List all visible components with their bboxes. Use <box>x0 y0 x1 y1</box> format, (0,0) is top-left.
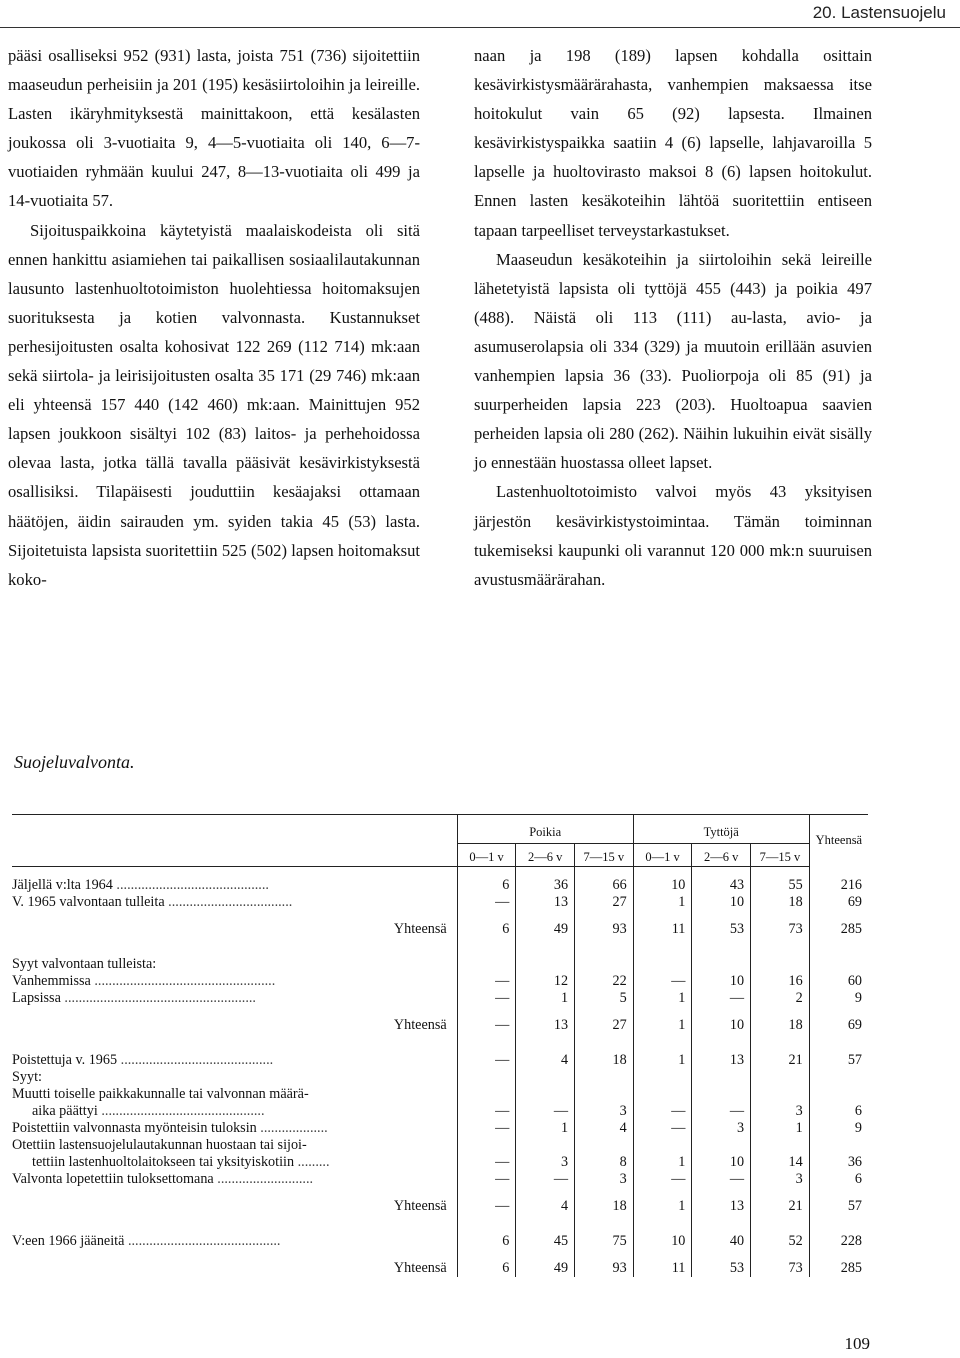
table-cell: 21 <box>751 1052 810 1069</box>
supervision-table <box>12 814 868 1277</box>
table-cell: 4 <box>516 1198 575 1215</box>
table-cell: 45 <box>516 1233 575 1250</box>
age-group-header: 7—15 v <box>751 844 810 867</box>
table-cell: — <box>633 973 692 990</box>
table-row: V:een 1966 jääneitä ........................................... 6 45 75 10 40 52 228 <box>12 1233 868 1250</box>
table-cell: 11 <box>633 1260 692 1277</box>
table-row: Lapsissa ...................................................... — 1 5 1 — 2 9 <box>12 990 868 1007</box>
table-cell: 228 <box>809 1233 868 1250</box>
table-cell: — <box>457 990 516 1007</box>
header-girls: Tyttöjä <box>633 815 809 844</box>
table-cell <box>575 1137 634 1154</box>
table-cell <box>575 1086 634 1103</box>
table-cell: 52 <box>751 1233 810 1250</box>
table-cell: 18 <box>575 1052 634 1069</box>
table-row: tettiin lastenhuoltolaitokseen tai yksityiskotiin ......... — 3 8 1 10 14 36 <box>12 1154 868 1171</box>
table-cell: 13 <box>516 894 575 911</box>
table-cell: 13 <box>516 1017 575 1034</box>
table-cell: — <box>516 1171 575 1188</box>
age-group-header: 0—1 v <box>633 844 692 867</box>
table-cell: 10 <box>692 1154 751 1171</box>
header-rule <box>0 27 960 28</box>
table-cell: 2 <box>751 990 810 1007</box>
right-column <box>474 41 872 594</box>
table-cell: 12 <box>516 973 575 990</box>
table-cell: 3 <box>692 1120 751 1137</box>
table-cell: 1 <box>633 1154 692 1171</box>
table-cell: 22 <box>575 973 634 990</box>
table-cell <box>692 1086 751 1103</box>
table-cell: 66 <box>575 877 634 894</box>
table-cell: 36 <box>516 877 575 894</box>
table-cell: 1 <box>633 894 692 911</box>
row-label: Vanhemmissa <box>12 973 91 989</box>
running-head: 20. Lastensuojelu <box>812 3 946 22</box>
table-cell: 53 <box>692 921 751 938</box>
row-label: Poistettiin valvonnasta myönteisin tuloksin <box>12 1120 257 1136</box>
table-cell <box>633 956 692 973</box>
table-cell: 73 <box>751 1260 810 1277</box>
table-cell: — <box>457 973 516 990</box>
row-label: Yhteensä <box>393 1260 447 1276</box>
table-cell <box>457 1086 516 1103</box>
table-cell: 6 <box>457 877 516 894</box>
table-cell: 4 <box>516 1052 575 1069</box>
table-cell: 6 <box>457 921 516 938</box>
table-cell <box>575 1069 634 1086</box>
table-cell: 73 <box>751 921 810 938</box>
row-label: Yhteensä <box>393 1198 447 1214</box>
table-cell <box>457 1137 516 1154</box>
table-cell: 93 <box>575 921 634 938</box>
table-cell: 18 <box>751 894 810 911</box>
row-label: Lapsissa <box>12 990 61 1006</box>
table-cell <box>516 1086 575 1103</box>
page-number: 109 <box>844 1334 870 1353</box>
table-cell: 93 <box>575 1260 634 1277</box>
row-label: V. 1965 valvontaan tulleita <box>12 894 165 910</box>
table-cell: 3 <box>751 1103 810 1120</box>
table-cell <box>809 1069 868 1086</box>
table-cell: 40 <box>692 1233 751 1250</box>
table-cell: 14 <box>751 1154 810 1171</box>
table-cell <box>633 1086 692 1103</box>
table-cell: 1 <box>516 1120 575 1137</box>
table-cell: — <box>457 894 516 911</box>
table-total-row <box>12 1017 868 1034</box>
table-cell: 10 <box>692 894 751 911</box>
left-column <box>8 41 420 594</box>
row-label: tettiin lastenhuoltolaitokseen tai yksityiskotiin <box>32 1154 295 1170</box>
table-cell <box>692 956 751 973</box>
table-heading-row <box>12 1069 868 1086</box>
header-total: Yhteensä <box>809 815 868 867</box>
table-heading-row <box>12 1137 868 1154</box>
table-cell <box>751 1069 810 1086</box>
table-cell <box>751 956 810 973</box>
table-heading-row <box>12 956 868 973</box>
table-cell: 49 <box>516 921 575 938</box>
table-cell: 13 <box>692 1198 751 1215</box>
age-group-header: 0—1 v <box>457 844 516 867</box>
table-cell: 8 <box>575 1154 634 1171</box>
table-total-row <box>12 1260 868 1277</box>
table-cell: — <box>457 1154 516 1171</box>
table-cell: — <box>633 1103 692 1120</box>
table-cell <box>751 1086 810 1103</box>
table-cell <box>751 1137 810 1154</box>
paragraph: naan ja 198 (189) lapsen kohdalla osittain kesävirkistysmäärärahasta, vanhempien maksaessa itse hoitokulut vain 65 (92) lapsesta. Ilmainen kesävirkistyspaikka saatiin 4 (6) lapselle, lahjavaroilla 5 lapselle ja huoltovirasto maksoi 8 (6) lapsen hoitokulut. Ennen lasten kesäkoteihin lähtöä suoritettiin entiseen tapaan tarpeelliset terveystarkastukset. <box>474 46 872 240</box>
row-label: Syyt: <box>12 1069 42 1085</box>
table-cell <box>575 956 634 973</box>
table-cell: 69 <box>809 1017 868 1034</box>
table-cell <box>457 1069 516 1086</box>
table-cell: — <box>692 1103 751 1120</box>
section-title: Suojeluvalvonta. <box>14 752 135 772</box>
table-cell: 4 <box>575 1120 634 1137</box>
table-cell: 1 <box>633 1198 692 1215</box>
table-cell: — <box>457 1171 516 1188</box>
row-label: aika päättyi <box>32 1103 98 1119</box>
table-cell: 6 <box>809 1103 868 1120</box>
table-cell: 16 <box>751 973 810 990</box>
table-cell: — <box>457 1017 516 1034</box>
table-cell: 6 <box>809 1171 868 1188</box>
row-label: Otettiin lastensuojelulautakunnan huostaan tai sijoi- <box>12 1137 307 1153</box>
table-cell <box>692 1137 751 1154</box>
table-cell: — <box>457 1052 516 1069</box>
row-label: Muutti toiselle paikkakunnalle tai valvonnan määrä- <box>12 1086 309 1102</box>
table-cell: 43 <box>692 877 751 894</box>
table-cell: 57 <box>809 1198 868 1215</box>
table-cell: — <box>692 1171 751 1188</box>
table-cell: 53 <box>692 1260 751 1277</box>
table-cell: — <box>457 1120 516 1137</box>
table-cell: — <box>516 1103 575 1120</box>
row-label: Yhteensä <box>393 1017 447 1033</box>
table-cell: 21 <box>751 1198 810 1215</box>
table-cell: 10 <box>633 1233 692 1250</box>
table-cell: 3 <box>575 1103 634 1120</box>
table-cell: 3 <box>575 1171 634 1188</box>
table-cell: — <box>457 1198 516 1215</box>
table-cell <box>516 1137 575 1154</box>
table-cell: — <box>633 1171 692 1188</box>
table-cell: 1 <box>516 990 575 1007</box>
table-sub-header <box>12 844 868 867</box>
table-cell: 36 <box>809 1154 868 1171</box>
table-row: Poistettuja v. 1965 ........................................... — 4 18 1 13 21 57 <box>12 1052 868 1069</box>
table-cell <box>516 1069 575 1086</box>
table-cell: 10 <box>692 1017 751 1034</box>
table-row: V. 1965 valvontaan tulleita ................................... — 13 27 1 10 18 69 <box>12 894 868 911</box>
table-cell: 3 <box>516 1154 575 1171</box>
table-cell: 69 <box>809 894 868 911</box>
table-cell: 216 <box>809 877 868 894</box>
age-group-header: 7—15 v <box>575 844 634 867</box>
row-label: Valvonta lopetettiin tuloksettomana <box>12 1171 214 1187</box>
table-cell <box>633 1069 692 1086</box>
paragraph: Maaseudun kesäkoteihin ja siirtoloihin sekä leireille lähetetyistä lapsista oli tyttöjä 455 (443) ja poikia 497 (488). Näistä oli 113 (111) au-lasta, avio- ja asumuserolapsia oli 334 (329) ja muutoin erillään asuvien vanhempien lapsia 36 (33). Puoliorpoja oli 85 (91) ja suurperheiden lapsia 223 (203). Huoltoapua saavien perheiden lapsia oli 280 (262). Näihin lukuihin eivät sisälly jo ennestään huostassa olleet lapset. <box>474 249 872 473</box>
row-label: Jäljellä v:lta 1964 <box>12 877 113 893</box>
table-total-row <box>12 921 868 938</box>
table-cell: 13 <box>692 1052 751 1069</box>
table-cell: — <box>633 1120 692 1137</box>
table-row: Jäljellä v:lta 1964 ........................................... 6 36 66 10 43 55 216 <box>12 877 868 894</box>
table-cell: 6 <box>457 1260 516 1277</box>
table-cell: 285 <box>809 1260 868 1277</box>
table-cell: — <box>457 1103 516 1120</box>
table-row: Valvonta lopetettiin tuloksettomana ........................... — — 3 — — 3 6 <box>12 1171 868 1188</box>
paragraph: Sijoituspaikkoina käytetyistä maalaiskodeista oli sitä ennen hankittu asiamiehen tai paikallisen sosiaalilautakunnan lausunto lastenhuoltotoimiston huolehtiessa hoitomaksujen suorituksesta ja kotien valvonnasta. Kustannukset perhesijoitusten osalta kohosivat 122 269 (112 714) mk:aan sekä siirtola- ja leirisijoitusten osalta 35 171 (29 746) mk:aan eli yhteensä 157 440 (142 460) mk:aan. Mainittujen 952 lapsen joukkoon sisältyi 102 (83) laitos- ja perhehoidossa olevaa lasta, jotka tällä tavalla pääsivät kesävirkistyksestä osallisiksi. Tilapäisesti jouduttiin kesäajaksi ottamaan häätöjen, äidin sairauden ym. syiden takia 45 (53) lasta. Sijoitetuista lapsista suoritettiin 525 (502) lapsen hoitomaksut koko- <box>8 220 420 589</box>
row-label: Poistettuja v. 1965 <box>12 1052 118 1068</box>
table-cell <box>809 1137 868 1154</box>
table-group-header <box>12 815 868 844</box>
row-label: Yhteensä <box>393 921 447 937</box>
table-cell: 75 <box>575 1233 634 1250</box>
table-cell: 27 <box>575 894 634 911</box>
table-cell <box>692 1069 751 1086</box>
table-cell: 60 <box>809 973 868 990</box>
table-cell: 6 <box>457 1233 516 1250</box>
table-cell: 27 <box>575 1017 634 1034</box>
table-cell: 55 <box>751 877 810 894</box>
table-cell: 10 <box>633 877 692 894</box>
table-cell: 1 <box>633 1052 692 1069</box>
table-cell: 9 <box>809 1120 868 1137</box>
paragraph: pääsi osalliseksi 952 (931) lasta, joista 751 (736) sijoitettiin maaseudun perheisiin ja 201 (195) kesäsiirtoloihin ja leireille. Lasten ikäryhmityksestä mainittakoon, että kesälasten joukossa oli 3-vuotiaita 9, 4—5-vuotiaita oli 140, 6—7-vuotiaiden ryhmään kuului 247, 8—13-vuotiaita oli 499 ja 14-vuotiaita 57. <box>8 46 420 211</box>
table-cell: 1 <box>751 1120 810 1137</box>
table-cell <box>457 956 516 973</box>
table-cell <box>809 956 868 973</box>
paragraph: Lastenhuoltotoimisto valvoi myös 43 yksityisen järjestön kesävirkistystoimintaa. Tämän toiminnan tukemiseksi kaupunki oli varannut 120 000 mk:n suuruisen avustusmäärärahan. <box>474 482 872 589</box>
table-total-row <box>12 1198 868 1215</box>
table-cell <box>633 1137 692 1154</box>
age-group-header: 2—6 v <box>516 844 575 867</box>
row-label: V:een 1966 jääneitä <box>12 1233 125 1249</box>
table-heading-row <box>12 1086 868 1103</box>
table-cell: 10 <box>692 973 751 990</box>
row-label: Syyt valvontaan tulleista: <box>12 956 157 972</box>
table-row: Vanhemmissa ................................................... — 12 22 — 10 16 60 <box>12 973 868 990</box>
table-cell <box>516 956 575 973</box>
table-cell: 285 <box>809 921 868 938</box>
table-row: aika päättyi .............................................. — — 3 — — 3 6 <box>12 1103 868 1120</box>
table-cell: 18 <box>751 1017 810 1034</box>
age-group-header: 2—6 v <box>692 844 751 867</box>
table-cell: 5 <box>575 990 634 1007</box>
table-cell: 49 <box>516 1260 575 1277</box>
table-cell: 3 <box>751 1171 810 1188</box>
table-cell: 57 <box>809 1052 868 1069</box>
table-cell: 1 <box>633 990 692 1007</box>
table-cell: 9 <box>809 990 868 1007</box>
table-cell: 18 <box>575 1198 634 1215</box>
table-cell: 11 <box>633 921 692 938</box>
table-cell <box>809 1086 868 1103</box>
header-boys: Poikia <box>457 815 633 844</box>
table-cell: 1 <box>633 1017 692 1034</box>
table-cell: — <box>692 990 751 1007</box>
table-row: Poistettiin valvonnasta myönteisin tuloksin ................... — 1 4 — 3 1 9 <box>12 1120 868 1137</box>
